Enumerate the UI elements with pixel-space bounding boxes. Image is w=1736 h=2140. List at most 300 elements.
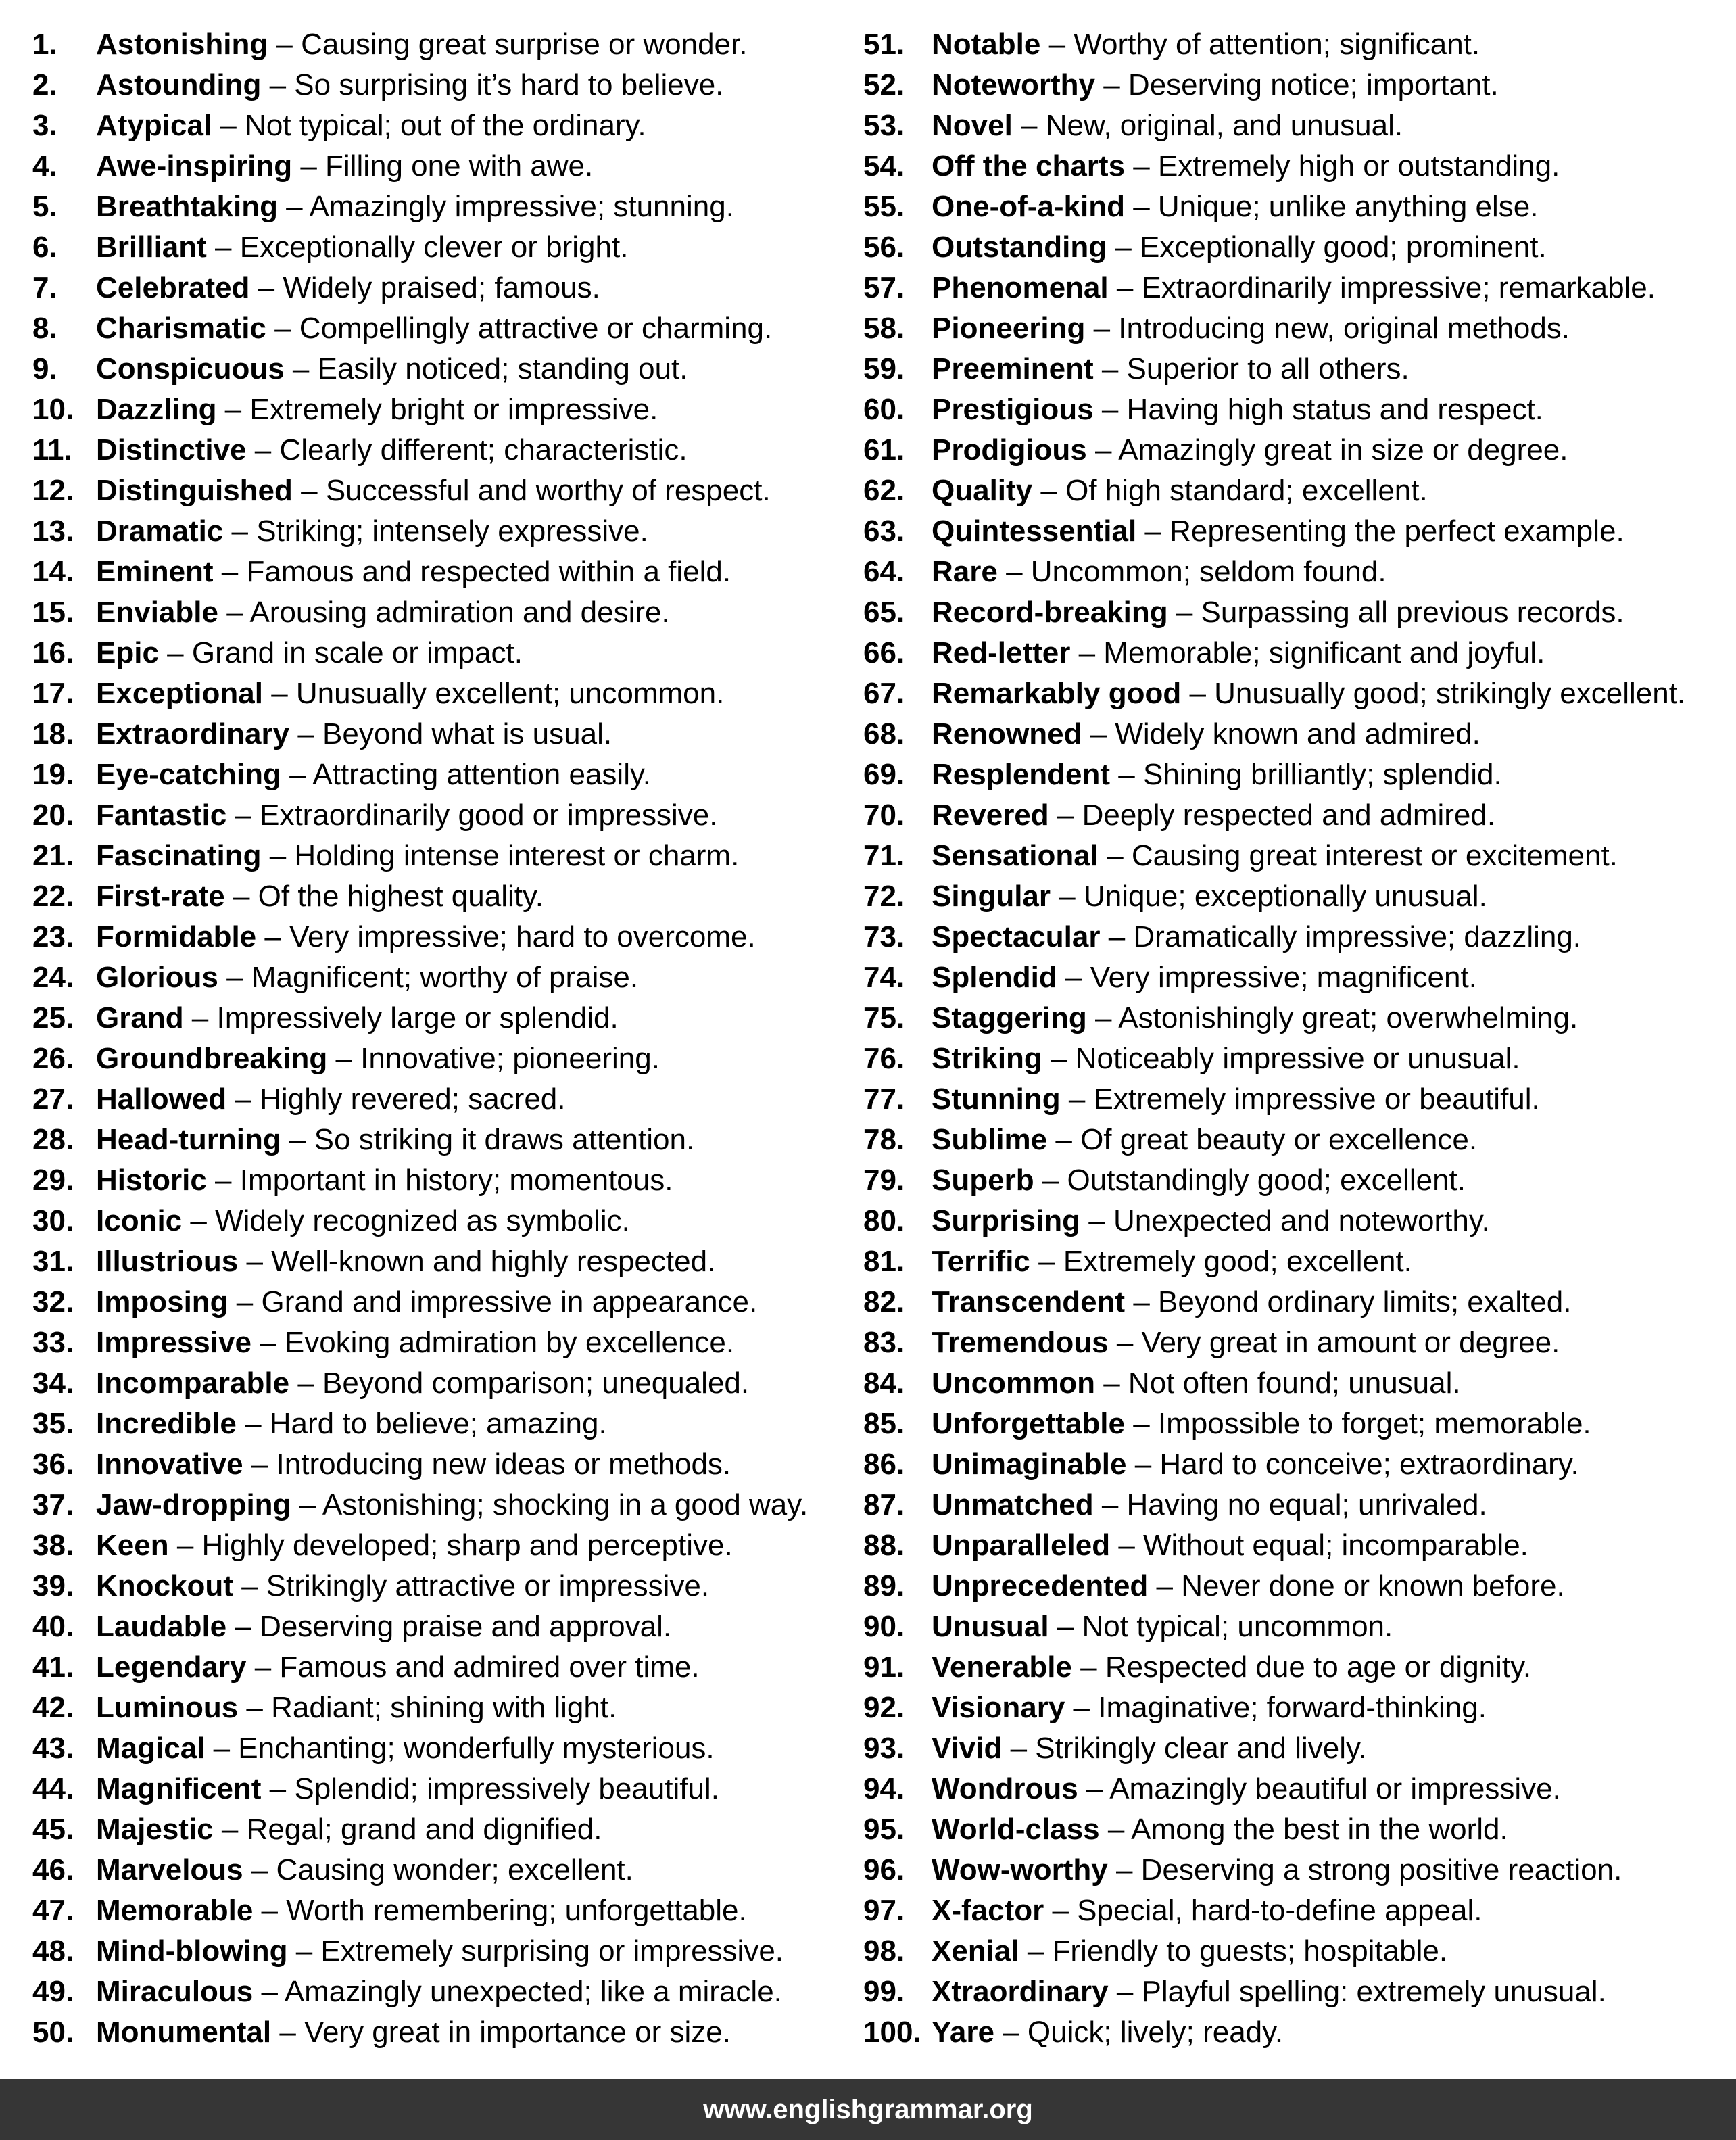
item-term: Conspicuous	[96, 352, 285, 385]
item-term: Majestic	[96, 1813, 214, 1846]
item-term: Sublime	[932, 1123, 1048, 1156]
item-number: 29.	[32, 1164, 74, 1197]
item-text	[96, 24, 747, 65]
list-item	[863, 187, 1732, 227]
item-number: 72.	[863, 880, 905, 913]
item-number: 78.	[863, 1123, 905, 1156]
item-text	[932, 1728, 1367, 1769]
item-text	[932, 1282, 1571, 1323]
item-definition: – Noticeably impressive or unusual.	[1042, 1042, 1520, 1075]
word-list-right-column	[863, 24, 1732, 2053]
list-item	[863, 1809, 1732, 1850]
list-item	[863, 268, 1732, 308]
item-number: 40.	[32, 1610, 74, 1643]
item-text	[96, 268, 600, 308]
item-term: Extraordinary	[96, 717, 290, 751]
item-definition: – Special, hard-to-define appeal.	[1044, 1894, 1482, 1927]
item-term: Knockout	[96, 1569, 233, 1602]
list-item	[32, 1404, 844, 1444]
list-item	[863, 836, 1732, 876]
item-number: 10.	[32, 393, 74, 426]
item-definition: – Of the highest quality.	[224, 880, 544, 913]
word-list-left-column	[32, 24, 844, 2053]
list-item	[32, 268, 844, 308]
item-number: 1.	[32, 28, 57, 61]
item-definition: – Extremely good; excellent.	[1030, 1245, 1412, 1278]
item-text	[932, 268, 1656, 308]
list-item	[863, 1039, 1732, 1079]
item-definition: – Very impressive; magnificent.	[1057, 961, 1477, 994]
list-item	[32, 714, 844, 755]
list-item	[863, 714, 1732, 755]
item-term: Tremendous	[932, 1326, 1109, 1359]
item-text	[96, 917, 756, 957]
list-item	[863, 1282, 1732, 1323]
item-number: 77.	[863, 1083, 905, 1116]
list-item	[863, 1120, 1732, 1160]
item-term: Striking	[932, 1042, 1042, 1075]
list-item	[32, 1201, 844, 1241]
item-number: 43.	[32, 1732, 74, 1765]
item-text	[932, 1931, 1447, 1972]
item-text	[932, 836, 1618, 876]
item-term: Brilliant	[96, 231, 207, 264]
item-text	[96, 1809, 602, 1850]
item-definition: – Very great in importance or size.	[271, 2016, 731, 2049]
item-number: 85.	[863, 1407, 905, 1440]
item-text	[96, 1566, 709, 1607]
item-term: Unprecedented	[932, 1569, 1149, 1602]
item-term: Magnificent	[96, 1772, 262, 1805]
item-term: Renowned	[932, 717, 1082, 751]
list-item	[863, 1566, 1732, 1607]
list-item	[32, 227, 844, 268]
list-item	[32, 2012, 844, 2053]
item-definition: – Grand and impressive in appearance.	[228, 1285, 758, 1318]
item-definition: – Exceptionally clever or bright.	[206, 231, 629, 264]
item-term: Unforgettable	[932, 1407, 1125, 1440]
item-definition: – Holding intense interest or charm.	[261, 839, 740, 872]
list-item	[863, 917, 1732, 957]
list-item	[863, 552, 1732, 592]
item-definition: – Extremely high or outstanding.	[1125, 149, 1560, 183]
item-definition: – Compellingly attractive or charming.	[266, 312, 773, 345]
item-number: 11.	[32, 433, 72, 467]
item-term: Resplendent	[932, 758, 1111, 791]
item-term: Enviable	[96, 596, 218, 629]
item-number: 70.	[863, 799, 905, 832]
item-text	[932, 1688, 1487, 1728]
item-definition: – Superior to all others.	[1093, 352, 1409, 385]
item-text	[96, 430, 688, 471]
item-number: 100.	[863, 2016, 921, 2049]
item-term: Hallowed	[96, 1083, 227, 1116]
item-definition: – Extraordinarily impressive; remarkable.	[1108, 271, 1656, 304]
list-item	[863, 673, 1732, 714]
item-text	[932, 755, 1502, 795]
item-term: Charismatic	[96, 312, 266, 345]
item-number: 79.	[863, 1164, 905, 1197]
item-text	[932, 1201, 1490, 1241]
item-term: Unusual	[932, 1610, 1049, 1643]
item-term: Mind-blowing	[96, 1934, 288, 1968]
item-text	[932, 998, 1578, 1039]
item-definition: – Successful and worthy of respect.	[292, 474, 771, 507]
item-number: 58.	[863, 312, 905, 345]
item-term: Breathtaking	[96, 190, 278, 223]
item-text	[932, 1120, 1477, 1160]
item-text	[932, 1444, 1579, 1485]
list-item	[32, 1850, 844, 1891]
item-definition: – Respected due to age or dignity.	[1071, 1650, 1532, 1684]
list-item	[863, 471, 1732, 511]
item-number: 69.	[863, 758, 905, 791]
item-definition: – Causing great interest or excitement.	[1098, 839, 1618, 872]
item-term: Novel	[932, 109, 1013, 142]
item-term: Miraculous	[96, 1975, 254, 2008]
list-item	[863, 1688, 1732, 1728]
item-number: 47.	[32, 1894, 74, 1927]
item-number: 91.	[863, 1650, 905, 1684]
item-term: Notable	[932, 28, 1041, 61]
list-item	[863, 349, 1732, 389]
item-term: Superb	[932, 1164, 1034, 1197]
item-text	[96, 755, 651, 795]
item-term: Singular	[932, 880, 1051, 913]
list-item	[32, 673, 844, 714]
item-term: Revered	[932, 799, 1049, 832]
item-definition: – Easily noticed; standing out.	[284, 352, 688, 385]
item-term: Glorious	[96, 961, 218, 994]
list-item	[863, 755, 1732, 795]
list-item	[863, 1241, 1732, 1282]
item-number: 97.	[863, 1894, 905, 1927]
list-item	[863, 1079, 1732, 1120]
item-text	[932, 1323, 1560, 1363]
item-definition: – Without equal; incomparable.	[1110, 1529, 1528, 1562]
list-item	[863, 65, 1732, 105]
item-definition: – Well-known and highly respected.	[238, 1245, 716, 1278]
item-term: Impressive	[96, 1326, 251, 1359]
item-definition: – Amazingly impressive; stunning.	[277, 190, 734, 223]
item-number: 63.	[863, 515, 905, 548]
list-item	[32, 1688, 844, 1728]
item-text	[932, 795, 1495, 836]
item-text	[96, 389, 658, 430]
item-text	[96, 105, 646, 146]
item-text	[96, 714, 612, 755]
item-term: Remarkably good	[932, 677, 1182, 710]
item-text	[96, 1323, 734, 1363]
item-term: One-of-a-kind	[932, 190, 1125, 223]
list-item	[32, 592, 844, 633]
item-number: 9.	[32, 352, 57, 385]
item-text	[96, 2012, 731, 2053]
list-item	[32, 1972, 844, 2012]
list-item	[32, 795, 844, 836]
item-definition: – Strikingly attractive or impressive.	[233, 1569, 710, 1602]
item-number: 93.	[863, 1732, 905, 1765]
item-term: Splendid	[932, 961, 1057, 994]
item-definition: – Surpassing all previous records.	[1167, 596, 1624, 629]
item-text	[96, 1282, 757, 1323]
item-text	[932, 552, 1387, 592]
item-text	[96, 1891, 747, 1931]
item-term: Sensational	[932, 839, 1099, 872]
item-number: 66.	[863, 636, 905, 669]
item-definition: – Imaginative; forward-thinking.	[1065, 1691, 1487, 1724]
item-text	[96, 65, 723, 105]
item-term: Staggering	[932, 1001, 1087, 1035]
item-term: Phenomenal	[932, 271, 1109, 304]
item-number: 2.	[32, 68, 57, 101]
item-text	[96, 795, 717, 836]
item-definition: – Unique; unlike anything else.	[1124, 190, 1539, 223]
list-item	[863, 1891, 1732, 1931]
item-definition: – Clearly different; characteristic.	[246, 433, 688, 467]
item-definition: – Not often found; unusual.	[1095, 1366, 1461, 1400]
item-text	[96, 511, 648, 552]
item-text	[932, 714, 1480, 755]
list-item	[32, 1728, 844, 1769]
list-item	[863, 795, 1732, 836]
item-number: 15.	[32, 596, 74, 629]
item-definition: – Introducing new, original methods.	[1085, 312, 1570, 345]
item-term: Transcendent	[932, 1285, 1126, 1318]
item-text	[96, 1607, 671, 1647]
item-term: Quintessential	[932, 515, 1137, 548]
item-term: Wow-worthy	[932, 1853, 1108, 1886]
item-text	[932, 592, 1624, 633]
item-term: Keen	[96, 1529, 169, 1562]
item-definition: – Amazingly beautiful or impressive.	[1078, 1772, 1561, 1805]
item-number: 83.	[863, 1326, 905, 1359]
item-number: 61.	[863, 433, 905, 467]
list-item	[32, 146, 844, 187]
item-number: 6.	[32, 231, 57, 264]
item-number: 39.	[32, 1569, 74, 1602]
item-term: Epic	[96, 636, 159, 669]
item-text	[96, 1525, 733, 1566]
item-number: 12.	[32, 474, 74, 507]
item-term: First-rate	[96, 880, 225, 913]
item-definition: – Representing the perfect example.	[1136, 515, 1624, 548]
item-text	[932, 2012, 1283, 2053]
item-term: Legendary	[96, 1650, 247, 1684]
item-definition: – Innovative; pioneering.	[327, 1042, 660, 1075]
item-number: 41.	[32, 1650, 74, 1684]
item-text	[96, 308, 772, 349]
item-number: 24.	[32, 961, 74, 994]
item-definition: – Worthy of attention; significant.	[1040, 28, 1480, 61]
item-term: Surprising	[932, 1204, 1081, 1237]
list-item	[32, 1079, 844, 1120]
item-term: Outstanding	[932, 231, 1107, 264]
item-definition: – Arousing admiration and desire.	[218, 596, 670, 629]
item-term: Venerable	[932, 1650, 1072, 1684]
item-text	[932, 1160, 1466, 1201]
item-number: 4.	[32, 149, 57, 183]
list-item	[32, 1931, 844, 1972]
list-item	[863, 1607, 1732, 1647]
item-text	[932, 1607, 1393, 1647]
list-item	[863, 876, 1732, 917]
item-number: 86.	[863, 1448, 905, 1481]
item-number: 62.	[863, 474, 905, 507]
item-definition: – Extraordinarily good or impressive.	[226, 799, 718, 832]
item-number: 81.	[863, 1245, 905, 1278]
item-text	[932, 1972, 1606, 2012]
item-number: 45.	[32, 1813, 74, 1846]
item-text	[96, 1039, 660, 1079]
item-definition: – Beyond comparison; unequaled.	[289, 1366, 750, 1400]
list-item	[32, 633, 844, 673]
item-definition: – Beyond what is usual.	[289, 717, 612, 751]
list-item	[32, 1282, 844, 1323]
item-text	[932, 1850, 1622, 1891]
list-item	[863, 1769, 1732, 1809]
item-number: 54.	[863, 149, 905, 183]
item-text	[96, 1444, 731, 1485]
item-text	[96, 592, 670, 633]
item-definition: – Widely known and admired.	[1082, 717, 1480, 751]
list-item	[863, 308, 1732, 349]
item-number: 52.	[863, 68, 905, 101]
list-item	[32, 917, 844, 957]
item-definition: – Deserving praise and approval.	[226, 1610, 672, 1643]
item-text	[932, 1485, 1487, 1525]
item-number: 25.	[32, 1001, 74, 1035]
item-number: 87.	[863, 1488, 905, 1521]
item-definition: – Unusually good; strikingly excellent.	[1181, 677, 1686, 710]
list-item	[32, 1485, 844, 1525]
list-item	[863, 227, 1732, 268]
item-number: 5.	[32, 190, 57, 223]
item-text	[932, 1404, 1591, 1444]
item-term: Imposing	[96, 1285, 228, 1318]
footer-website-url: www.englishgrammar.org	[703, 2094, 1033, 2124]
item-definition: – Famous and respected within a field.	[213, 555, 731, 588]
item-definition: – Famous and admired over time.	[246, 1650, 700, 1684]
item-term: Noteworthy	[932, 68, 1095, 101]
item-definition: – Highly developed; sharp and perceptive.	[168, 1529, 733, 1562]
list-item	[32, 836, 844, 876]
item-term: Rare	[932, 555, 998, 588]
item-number: 57.	[863, 271, 905, 304]
item-number: 18.	[32, 717, 74, 751]
item-term: Monumental	[96, 2016, 272, 2049]
item-term: Fascinating	[96, 839, 262, 872]
item-number: 8.	[32, 312, 57, 345]
item-number: 36.	[32, 1448, 74, 1481]
item-number: 95.	[863, 1813, 905, 1846]
item-definition: – Worth remembering; unforgettable.	[253, 1894, 747, 1927]
item-term: Awe-inspiring	[96, 149, 293, 183]
item-definition: – Widely praised; famous.	[249, 271, 600, 304]
item-number: 22.	[32, 880, 74, 913]
item-text	[932, 389, 1543, 430]
item-number: 67.	[863, 677, 905, 710]
list-item	[32, 308, 844, 349]
item-term: Wondrous	[932, 1772, 1078, 1805]
item-text	[932, 146, 1560, 187]
item-text	[96, 1485, 808, 1525]
item-term: Record-breaking	[932, 596, 1168, 629]
list-item	[32, 1566, 844, 1607]
item-definition: – Strikingly clear and lively.	[1002, 1732, 1367, 1765]
item-number: 32.	[32, 1285, 74, 1318]
list-item	[32, 349, 844, 389]
item-number: 80.	[863, 1204, 905, 1237]
list-item	[32, 389, 844, 430]
item-definition: – Extremely impressive or beautiful.	[1060, 1083, 1540, 1116]
item-number: 56.	[863, 231, 905, 264]
item-term: Prodigious	[932, 433, 1087, 467]
item-number: 74.	[863, 961, 905, 994]
list-item	[32, 1444, 844, 1485]
item-number: 68.	[863, 717, 905, 751]
item-term: Astonishing	[96, 28, 268, 61]
item-term: Exceptional	[96, 677, 263, 710]
item-text	[96, 633, 523, 673]
item-term: X-factor	[932, 1894, 1044, 1927]
item-definition: – Amazingly great in size or degree.	[1086, 433, 1568, 467]
item-definition: – Quick; lively; ready.	[994, 2016, 1284, 2049]
item-text	[932, 957, 1477, 998]
item-term: Innovative	[96, 1448, 243, 1481]
item-definition: – Extremely bright or impressive.	[216, 393, 658, 426]
list-item	[863, 1323, 1732, 1363]
item-term: Unimaginable	[932, 1448, 1127, 1481]
item-text	[96, 146, 593, 187]
item-definition: – Regal; grand and dignified.	[213, 1813, 602, 1846]
item-definition: – Unusually excellent; uncommon.	[262, 677, 725, 710]
item-text	[932, 1566, 1565, 1607]
item-text	[96, 957, 638, 998]
item-term: Visionary	[932, 1691, 1065, 1724]
item-term: Eminent	[96, 555, 214, 588]
item-text	[932, 1241, 1412, 1282]
item-definition: – Memorable; significant and joyful.	[1070, 636, 1545, 669]
item-text	[96, 876, 544, 917]
item-term: Uncommon	[932, 1366, 1095, 1400]
item-term: Xenial	[932, 1934, 1019, 1968]
item-term: Prestigious	[932, 393, 1094, 426]
item-term: Luminous	[96, 1691, 239, 1724]
item-number: 88.	[863, 1529, 905, 1562]
item-number: 65.	[863, 596, 905, 629]
item-text	[96, 1079, 566, 1120]
item-definition: – Deeply respected and admired.	[1048, 799, 1496, 832]
list-item	[863, 592, 1732, 633]
item-term: Fantastic	[96, 799, 227, 832]
item-text	[932, 430, 1568, 471]
list-item	[863, 1850, 1732, 1891]
list-item	[32, 105, 844, 146]
item-definition: – Astonishing; shocking in a good way.	[291, 1488, 809, 1521]
item-definition: – Striking; intensely expressive.	[223, 515, 648, 548]
item-definition: – Not typical; out of the ordinary.	[212, 109, 646, 142]
item-definition: – Impressively large or splendid.	[183, 1001, 619, 1035]
item-definition: – Very impressive; hard to overcome.	[256, 920, 756, 953]
item-number: 23.	[32, 920, 74, 953]
list-item	[863, 633, 1732, 673]
item-number: 92.	[863, 1691, 905, 1724]
list-item	[32, 1323, 844, 1363]
list-item	[863, 1972, 1732, 2012]
item-text	[96, 187, 734, 227]
item-definition: – Amazingly unexpected; like a miracle.	[253, 1975, 782, 2008]
